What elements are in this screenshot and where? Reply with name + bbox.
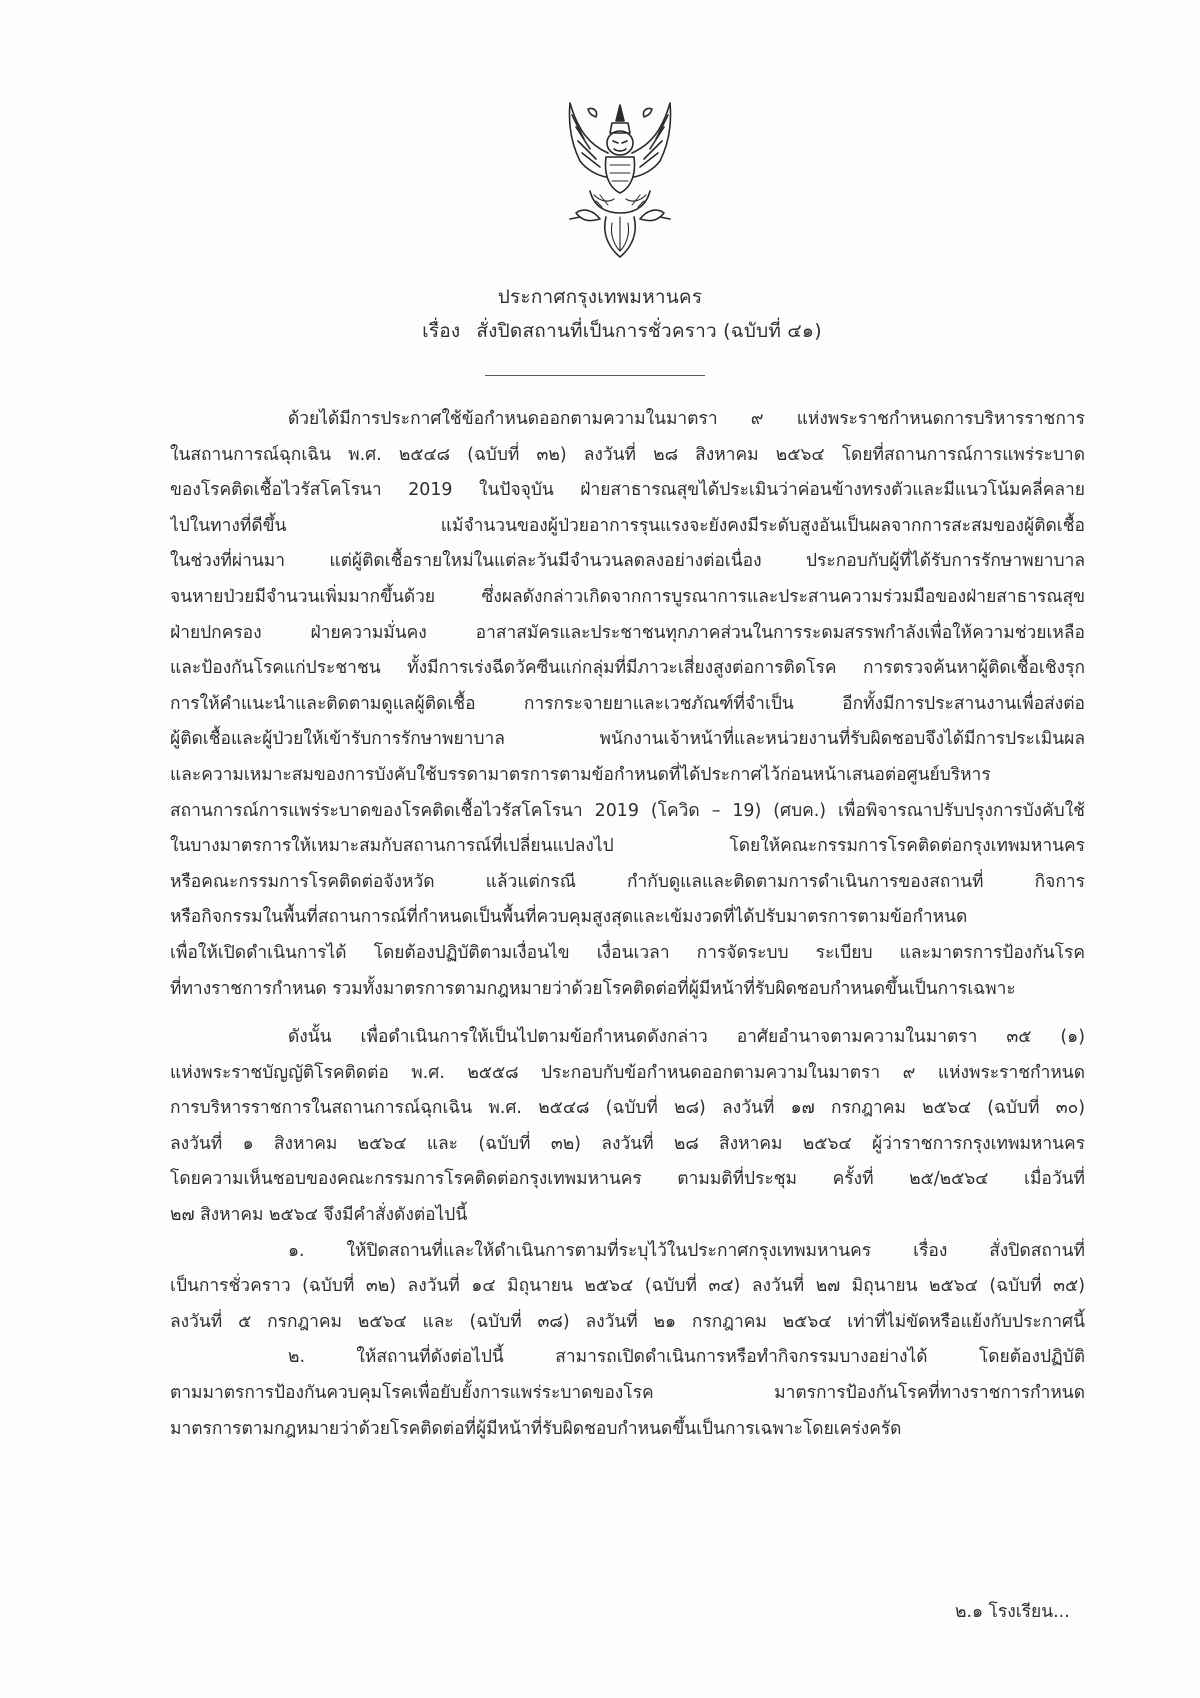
document-body [170,402,1085,1447]
document-title: ประกาศกรุงเทพมหานคร [497,286,703,308]
body-line: โดยความเห็นชอบของคณะกรรมการโรคติดต่อกรุงเทพมหานคร ตามมติที่ประชุม ครั้งที่ ๒๕/๒๕๖๔ เมื่อวันที่ [170,1169,1085,1190]
body-line: ผู้ติดเชื้อและผู้ป่วยให้เข้ารับการรักษาพยาบาล พนักงานเจ้าหน้าที่และหน่วยงานที่รับผิดชอบจึงได้มีการประเมินผล [170,729,1085,750]
order-item-2 [170,1340,1085,1447]
document-subject [0,314,1200,348]
order-item-1 [170,1234,1085,1341]
body-line: ที่ทางราชการกำหนด รวมทั้งมาตรการตามกฎหมายว่าด้วยโรคติดต่อที่ผู้มีหน้าที่รับผิดชอบกำหนดขึ้นเป็นการเฉพาะ [170,978,1016,999]
body-line: และความเหมาะสมของการบังคับใช้บรรดามาตรการตามข้อกำหนดที่ได้ประกาศไว้ก่อนหน้าเสนอต่อศูนย์บริหาร [170,764,991,785]
body-line: ๒๗ สิงหาคม ๒๕๖๔ จึงมีคำสั่งดังต่อไปนี้ [170,1205,468,1226]
body-line: หรือกิจกรรมในพื้นที่สถานการณ์ที่กำหนดเป็นพื้นที่ควบคุมสูงสุดและเข้มงวดที่ได้ปรับมาตรการตามข้อกำหนด [170,907,968,928]
body-line: ด้วยได้มีการประกาศใช้ข้อกำหนดออกตามความในมาตรา ๙ แห่งพระราชกำหนดการบริหารราชการ [288,409,1085,429]
body-line: ในบางมาตรการให้เหมาะสมกับสถานการณ์ที่เปลี่ยนแปลงไป โดยให้คณะกรรมการโรคติดต่อกรุงเทพมหานคร [170,836,1085,857]
body-line: มาตรการตามกฎหมายว่าด้วยโรคติดต่อที่ผู้มีหน้าที่รับผิดชอบกำหนดขึ้นเป็นการเฉพาะโดยเคร่งครัด [170,1418,902,1439]
paragraph-preamble [170,402,1085,1007]
body-line: การให้คำแนะนำและติดตามดูแลผู้ติดเชื้อ การกระจายยาและเวชภัณฑ์ที่จำเป็น อีกทั้งมีการประสานงานเพื่อส่งต่อ [170,693,1085,714]
body-line: เป็นการชั่วคราว (ฉบับที่ ๓๒) ลงวันที่ ๑๔ มิถุนายน ๒๕๖๔ (ฉบับที่ ๓๔) ลงวันที่ ๒๗ มิถุนายน ๒๕๖๔ (ฉบับที่ ๓๕) [170,1276,1085,1297]
body-line: ในช่วงที่ผ่านมา แต่ผู้ติดเชื้อรายใหม่ในแต่ละวันมีจำนวนลดลงอย่างต่อเนื่อง ประกอบกับผู้ที่ได้รับการรักษาพยาบาล [170,551,1085,572]
body-line: และป้องกันโรคแก่ประชาชน ทั้งมีการเร่งฉีดวัคซีนแก่กลุ่มที่มีภาวะเสี่ยงสูงต่อการติดโรค การตรวจค้นหาผู้ติดเชื้อเชิงรุก [170,658,1085,679]
body-line: ๑. ให้ปิดสถานที่และให้ดำเนินการตามที่ระบุไว้ในประกาศกรุงเทพมหานคร เรื่อง สั่งปิดสถานที่ [288,1240,1085,1261]
body-line: ลงวันที่ ๕ กรกฎาคม ๒๕๖๔ และ (ฉบับที่ ๓๘) ลงวันที่ ๒๑ กรกฎาคม ๒๕๖๔ เท่าที่ไม่ขัดหรือแย้งกับประกาศนี้ [170,1311,1085,1332]
body-line: การบริหารราชการในสถานการณ์ฉุกเฉิน พ.ศ. ๒๕๔๘ (ฉบับที่ ๒๘) ลงวันที่ ๑๗ กรกฎาคม ๒๕๖๔ (ฉบับที่ ๓๐) [170,1098,1085,1119]
body-line: สถานการณ์การแพร่ระบาดของโรคติดเชื้อไวรัสโคโรนา 2019 (โควิด – 19) (ศบค.) เพื่อพิจารณาปรับปรุงการบังคับใช้ [170,800,1085,821]
body-line: ลงวันที่ ๑ สิงหาคม ๒๕๖๔ และ (ฉบับที่ ๓๒) ลงวันที่ ๒๘ สิงหาคม ๒๕๖๔ ผู้ว่าราชการกรุงเทพมหานคร [170,1133,1085,1154]
body-line: จนหายป่วยมีจำนวนเพิ่มมากขึ้นด้วย ซึ่งผลดังกล่าวเกิดจากการบูรณาการและประสานความร่วมมือของฝ่ายสาธารณสุข [170,586,1085,607]
page-continuation-marker: ๒.๑ โรงเรียน... [955,1602,1070,1622]
announcement-header [0,280,1200,348]
body-line: หรือคณะกรรมการโรคติดต่อจังหวัด แล้วแต่กรณี กำกับดูแลและติดตามการดำเนินการของสถานที่ กิจการ [170,871,1085,892]
paragraph-spacer [170,1007,1085,1020]
body-line: ในสถานการณ์ฉุกเฉิน พ.ศ. ๒๕๔๘ (ฉบับที่ ๓๒) ลงวันที่ ๒๘ สิงหาคม ๒๕๖๔ โดยที่สถานการณ์การแพร่ระบาด [170,444,1085,465]
paragraph-authority [170,1020,1085,1234]
body-line: ไปในทางที่ดีขึ้น แม้จำนวนของผู้ป่วยอาการรุนแรงจะยังคงมีระดับสูงอันเป็นผลจากการสะสมของผู้ติดเชื้อ [170,515,1085,536]
body-line: ตามมาตรการป้องกันควบคุมโรคเพื่อยับยั้งการแพร่ระบาดของโรค มาตรการป้องกันโรคที่ทางราชการกำหนด [170,1383,1085,1404]
body-line: ของโรคติดเชื้อไวรัสโคโรนา 2019 ในปัจจุบัน ฝ่ายสาธารณสุขได้ประเมินว่าค่อนข้างทรงตัวและมีแนวโน้มคลี่คลาย [170,480,1085,501]
body-line: แห่งพระราชบัญญัติโรคติดต่อ พ.ศ. ๒๕๕๘ ประกอบกับข้อกำหนดออกตามความในมาตรา ๙ แห่งพระราชกำหนด [170,1062,1085,1083]
body-line: ฝ่ายปกครอง ฝ่ายความมั่นคง อาสาสมัครและประชาชนทุกภาคส่วนในการระดมสรรพกำลังเพื่อให้ความช่วยเหลือ [170,622,1085,643]
header-divider [485,375,705,376]
body-line: ดังนั้น เพื่อดำเนินการให้เป็นไปตามข้อกำหนดดังกล่าว อาศัยอำนาจตามความในมาตรา ๓๕ (๑) [288,1027,1085,1048]
body-line: เพื่อให้เปิดดำเนินการได้ โดยต้องปฏิบัติตามเงื่อนไข เงื่อนเวลา การจัดระบบ ระเบียบ และมาตรการป้องกันโรค [170,942,1085,963]
subject-label: เรื่อง [422,320,461,342]
body-line: ๒. ให้สถานที่ดังต่อไปนี้ สามารถเปิดดำเนินการหรือทำกิจกรรมบางอย่างได้ โดยต้องปฏิบัติ [288,1347,1085,1368]
subject-text: สั่งปิดสถานที่เป็นการชั่วคราว (ฉบับที่ ๔๑) [476,320,822,342]
garuda-emblem-icon [550,95,690,263]
